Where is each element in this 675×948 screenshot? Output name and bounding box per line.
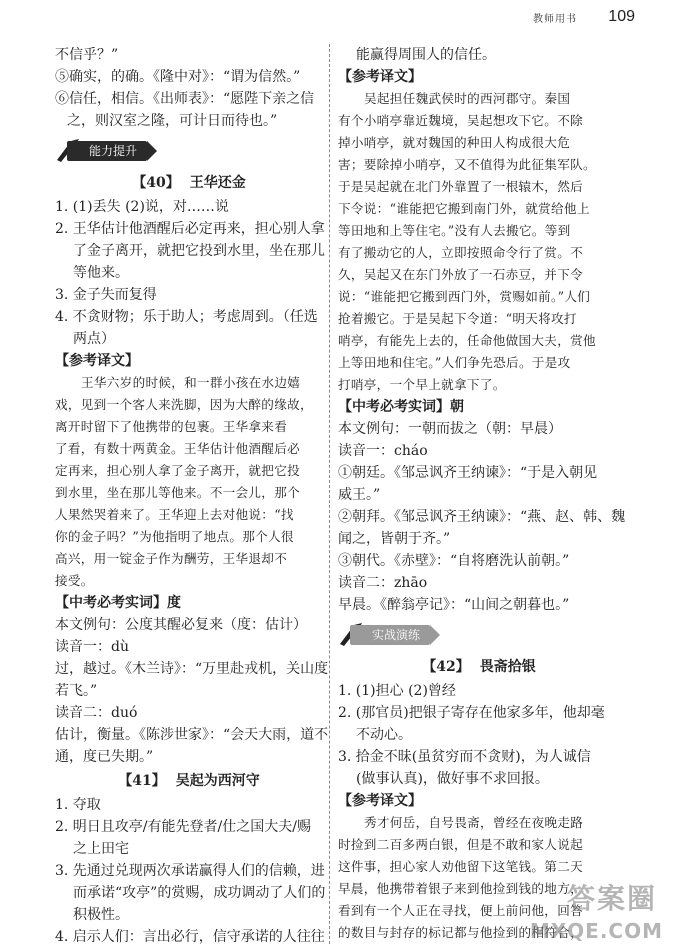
reference-translation-heading: 【参考译文】	[338, 793, 422, 809]
answer-line: (做事认真)，做好事不求回报。	[356, 771, 549, 787]
left-column	[55, 44, 329, 948]
answer-line: 3. 先通过兑现两次承诺赢得人们的信赖，进	[55, 863, 325, 879]
text-line: 不信乎？”	[55, 47, 119, 63]
vocab-line: 读音二：zhāo	[338, 575, 428, 591]
section-41-title	[55, 768, 323, 794]
vocab-line: 闻之，皆朝于齐。”	[338, 531, 451, 547]
translation-line: 吴起担任魏武侯时的西河郡守。秦国	[364, 91, 571, 106]
translation-line: 戏，见到一个客人来洗脚，因为大醉的缘故，	[55, 397, 313, 412]
translation-line: 离开时留下了他携带的包裹。王华拿来看	[55, 419, 288, 434]
answer-line: 两点）	[73, 331, 115, 347]
vocab-line: ③朝代。《赤壁》：“自将磨洗认前朝。”	[338, 553, 570, 569]
column-divider	[329, 44, 330, 944]
site-watermark	[517, 884, 667, 944]
vocab-heading: 【中考必考实词】度	[55, 595, 181, 611]
translation-line: 秀才何岳，自号畏斋，曾经在夜晚走路	[364, 815, 584, 830]
translation-line: 下令说：“谁能把它搬到南门外，就赏给他上	[338, 201, 590, 216]
translation-line: 人果然哭着来了。王华迎上去对他说：“找	[55, 507, 294, 522]
ability-banner-label: 能力提升	[67, 141, 147, 161]
translation-line: 了看，有数十两黄金。王华估计他酒醒后必	[55, 441, 300, 456]
translation-line: 打哨亭，一个早上就拿下了。	[338, 377, 506, 392]
vocab-line: 读音一：cháo	[338, 443, 428, 459]
answer-line: 2. 王华估计他酒醒后必定再来，担心别人拿	[55, 221, 325, 237]
translation-line: 抢着搬它。于是吴起下令道：“明天将攻打	[338, 311, 577, 326]
answer-line: 等他来。	[73, 265, 129, 281]
translation-line: 定再来，担心别人拿了金子离开，就把它投	[55, 463, 300, 478]
answer-line: 积极性。	[73, 907, 129, 923]
translation-line: 有了搬动它的人，立即按照命令行了赏。不	[338, 245, 583, 260]
translation-line: 时捡到二百多两白银，但是不敢和家人说起	[338, 837, 583, 852]
vocab-line: 过，越过。《木兰诗》：“万里赴戎机，关山度	[55, 661, 329, 677]
reference-translation-heading: 【参考译文】	[338, 69, 422, 85]
text-line: 能赢得周围人的信任。	[356, 47, 496, 63]
vocab-line: 通，度已失期。”	[55, 749, 154, 765]
section-title-text: 畏斋拾银	[479, 659, 536, 675]
translation-line: 到水里，坐在那儿等他来。不一会儿，那个	[55, 485, 300, 500]
vocab-line: 本文例句：一朝而拔之（朝：早晨）	[338, 421, 562, 437]
answer-line: 4. 启示人们：言出必行，信守承诺的人往往	[55, 929, 325, 945]
section-number: 【41】	[118, 773, 166, 789]
answer-line: 2. 明日且攻亭/有能先登者/仕之国大夫/赐	[55, 819, 311, 835]
translation-line: 哨亭，有能先上去的，任命他做国大夫，赏他	[338, 333, 596, 348]
translation-line: 于是吴起就在北门外靠置了一根辕木，然后	[338, 179, 583, 194]
translation-line: 这件事，担心家人劝他留下这笔钱。第二天	[338, 859, 583, 874]
translation-line: 久，吴起又在东门外放了一石赤豆，并下令	[338, 267, 583, 282]
answer-line: 了金子离开，就把它投到水里，坐在那儿	[73, 243, 325, 259]
vocab-line: ②朝拜。《邹忌讽齐王纳谏》：“燕、赵、韩、魏	[338, 509, 626, 525]
section-title-text: 吴起为西河守	[175, 773, 260, 789]
vocab-line: 早晨。《醉翁亭记》：“山间之朝暮也。”	[338, 597, 570, 613]
ability-banner	[55, 138, 323, 164]
vocab-line: 威王。”	[338, 487, 381, 503]
section-42-title	[338, 654, 620, 680]
answer-line: 之上田宅	[73, 841, 129, 857]
vocab-line: 本文例句：公度其醒必复来（度：估计）	[55, 617, 307, 633]
section-40-title	[55, 170, 323, 196]
answer-line: 不动心。	[356, 727, 412, 743]
translation-line: 王华六岁的时候，和一群小孩在水边嬉	[81, 375, 301, 390]
translation-line: 看到有一个人正在寻找，便上前问他，回答	[338, 903, 583, 918]
answer-line: 1. 夺取	[55, 797, 101, 813]
page-number: 109	[608, 8, 635, 25]
page-header	[435, 6, 635, 26]
answer-line: 2. (那官员)把银子寄存在他家多年，他却毫	[338, 705, 605, 721]
answer-line: 4. 不贪财物；乐于助人；考虑周到。（任选	[55, 309, 318, 325]
section-number: 【42】	[422, 659, 470, 675]
vocab-line: 读音一：dù	[55, 639, 129, 655]
vocab-line: 读音二：duó	[55, 705, 138, 721]
practice-banner-label: 实战演练	[350, 625, 430, 645]
header-label: 教师用书	[533, 14, 577, 25]
vocab-line: 估计，衡量。《陈涉世家》：“会天大雨，道不	[55, 727, 329, 743]
vocab-line: ①朝廷。《邹忌讽齐王纳谏》：“于是入朝见	[338, 465, 598, 481]
practice-banner	[338, 622, 620, 648]
right-column	[338, 44, 626, 948]
translation-line: 你的金子吗？”为他指明了地点。那个人很	[55, 529, 294, 544]
translation-line: 说：“谁能把它搬到西门外，赏赐如前。”人们	[338, 289, 591, 304]
translation-line: 等田地和上等住宅。”没有人去搬它。等到	[338, 223, 571, 238]
translation-line: 接受。	[55, 573, 94, 588]
vocab-heading: 【中考必考实词】朝	[338, 399, 464, 415]
translation-line: 高兴，用一锭金子作为酬劳，王华退却不	[55, 551, 288, 566]
answer-line: 而承诺“攻亭”的赏赐，成功调动了人们的	[73, 885, 326, 901]
answer-line: 1. (1)丢失 (2)说，对……说	[55, 199, 229, 215]
translation-line: 掉小哨亭，就对魏国的种田人构成很大危	[338, 135, 571, 150]
section-number: 【40】	[132, 175, 180, 191]
answer-line: 1. (1)担心 (2)曾经	[338, 683, 456, 699]
text-line: 之，则汉室之隆，可计日而待也。”	[67, 113, 278, 129]
answer-line: 3. 金子失而复得	[55, 287, 157, 303]
watermark-url: MXQE.COM	[529, 919, 663, 943]
section-title-text: 王华还金	[189, 175, 246, 191]
translation-line: 的数目与封存的标记都与他捡到的相符合，	[338, 925, 583, 940]
translation-line: 上等田地和住宅。”人们争先恐后。于是攻	[338, 355, 571, 370]
vocab-line: 若飞。”	[55, 683, 98, 699]
text-line: ⑤确实，的确。《隆中对》：“谓为信然。”	[55, 69, 301, 85]
answer-line: 3. 拾金不昧(虽贫穷而不贪财)，为人诚信	[338, 749, 591, 765]
translation-line: 有个小哨亭靠近魏境，吴起想攻下它。不除	[338, 113, 583, 128]
text-line: ⑥信任，相信。《出师表》：“愿陛下亲之信	[55, 91, 315, 107]
reference-translation-heading: 【参考译文】	[55, 353, 139, 369]
translation-line: 害；要除掉小哨亭，又不值得为此征集军队。	[338, 157, 596, 172]
translation-line: 早晨，他携带着银子来到他捡到钱的地方，	[338, 881, 583, 896]
watermark-logo-text: 答案圈	[566, 882, 657, 915]
